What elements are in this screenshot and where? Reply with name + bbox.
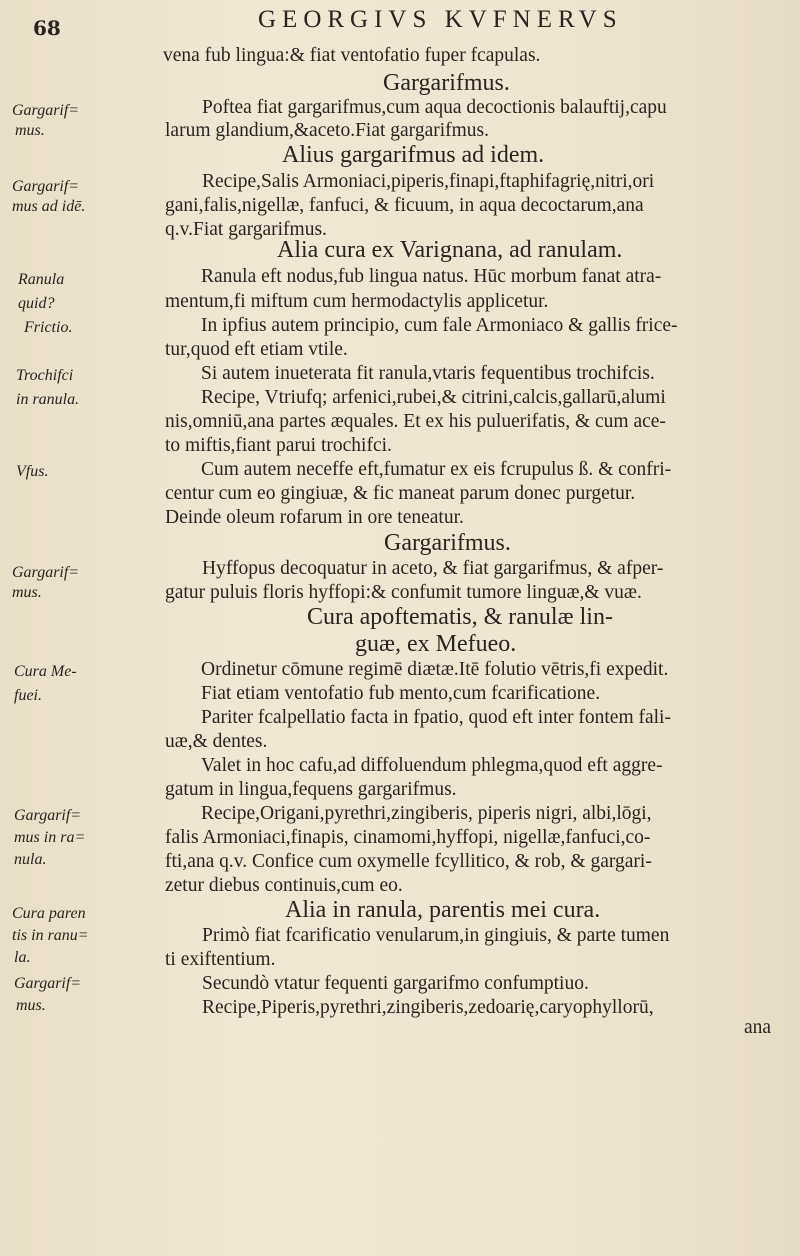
page-number: 68 (33, 16, 61, 40)
margin-note: in ranula. (16, 391, 80, 408)
catchword: ana (744, 1017, 772, 1038)
text-line: gani,falis,nigellæ, fanfuci, & ficuum, in aqua decoctarum,ana (165, 195, 644, 216)
margin-note: mus. (15, 122, 45, 139)
margin-note: mus in ra= (14, 829, 86, 846)
text-line: Recipe,Piperis,pyrethri,zingiberis,zedoarię,caryophyllorū, (202, 997, 654, 1018)
section-heading: guæ, ex Mefueo. (355, 631, 517, 657)
text-line: Valet in hoc cafu,ad diffoluendum phlegma,quod eft aggre- (201, 755, 663, 776)
text-line: tur,quod eft etiam vtile. (165, 339, 348, 360)
section-heading: Alia cura ex Varignana, ad ranulam. (277, 237, 623, 263)
section-heading: Gargarifmus. (384, 530, 511, 556)
margin-note: Ranula (18, 271, 65, 288)
margin-note: Cura Me- (14, 663, 77, 680)
text-line: Recipe, Vtriufq; arfenici,rubei,& citrini,calcis,gallarū,alumi (201, 387, 666, 408)
margin-note: Gargarif= (14, 807, 82, 824)
text-line: Secundò vtatur fequenti gargarifmo confumptiuo. (202, 973, 589, 994)
margin-note: Cura paren (12, 905, 86, 922)
text-line: Recipe,Origani,pyrethri,zingiberis, piperis nigri, albi,lōgi, (201, 803, 652, 824)
text-line: Ordinetur cōmune regimē diætæ.Itē folutio vētris,fi expedit. (201, 659, 669, 680)
margin-note: mus ad idē. (12, 198, 86, 215)
text-line: Primò fiat fcarificatio venularum,in gingiuis, & parte tumen (202, 925, 670, 946)
text-line: fti,ana q.v. Confice cum oxymelle fcyllitico, & rob, & gargari- (165, 851, 652, 872)
text-line: falis Armoniaci,finapis, cinamomi,hyffopi, nigellæ,fanfuci,co- (165, 827, 651, 848)
text-line: Si autem inueterata fit ranula,vtaris fequentibus trochifcis. (201, 363, 655, 384)
text-line: uæ,& dentes. (165, 731, 268, 752)
text-line: Recipe,Salis Armoniaci,piperis,finapi,ftaphifagrię,nitri,ori (202, 171, 655, 192)
text-line: zetur diebus continuis,cum eo. (165, 875, 403, 896)
margin-note: Trochifci (16, 367, 74, 384)
text-line: to miftis,fiant parui trochifci. (165, 435, 392, 456)
text-line: nis,omniū,ana partes æquales. Et ex his puluerifatis, & cum ace- (165, 411, 666, 432)
margin-note: mus. (12, 584, 42, 601)
margin-note: fuei. (14, 687, 42, 704)
text-line: Fiat etiam ventofatio fub mento,cum fcarificatione. (201, 683, 601, 704)
text-line: centur cum eo gingiuæ, & fic maneat parum donec purgetur. (165, 483, 636, 504)
text-line: Poftea fiat gargarifmus,cum aqua decoctionis balauftij,capu (202, 97, 667, 118)
section-heading: Alius gargarifmus ad idem. (282, 142, 545, 168)
text-line: Hyffopus decoquatur in aceto, & fiat gargarifmus, & afper- (202, 558, 664, 579)
text-line: Pariter fcalpellatio facta in fpatio, quod eft inter fontem fali- (201, 707, 671, 728)
margin-note: Frictio. (24, 319, 73, 336)
text-line: Deinde oleum rofarum in ore teneatur. (165, 507, 464, 528)
margin-note: Gargarif= (12, 178, 80, 195)
text-line: mentum,fi miftum cum hermodactylis applicetur. (165, 291, 549, 312)
margin-note: mus. (16, 997, 46, 1014)
section-heading: Cura apoftematis, & ranulæ lin- (307, 604, 613, 630)
text-line: vena fub lingua:& fiat ventofatio fuper fcapulas. (163, 45, 541, 66)
text-line: gatum in lingua,fequens gargarifmus. (165, 779, 457, 800)
section-heading: Gargarifmus. (383, 70, 510, 96)
margin-note: nula. (14, 851, 47, 868)
text-line: Cum autem neceffe eft,fumatur ex eis fcrupulus ß. & confri- (201, 459, 672, 480)
text-line: ti exiftentium. (165, 949, 276, 970)
running-head: GEORGIVS KVFNERVS (258, 6, 623, 33)
section-heading: Alia in ranula, parentis mei cura. (285, 897, 601, 923)
page-header (0, 6, 800, 42)
text-line: q.v.Fiat gargarifmus. (165, 219, 327, 240)
text-line: In ipfius autem principio, cum fale Armoniaco & gallis frice- (201, 315, 678, 336)
margin-note: Vfus. (16, 463, 49, 480)
margin-note: Gargarif= (12, 102, 80, 119)
text-line: gatur puluis floris hyffopi:& confumit tumore linguæ,& vuæ. (165, 582, 642, 603)
margin-note: Gargarif= (14, 975, 82, 992)
margin-note: la. (14, 949, 31, 966)
margin-note: tis in ranu= (12, 927, 89, 944)
text-line: larum glandium,&aceto.Fiat gargarifmus. (165, 120, 490, 141)
text-line: Ranula eft nodus,fub lingua natus. Hūc morbum fanat atra- (201, 266, 662, 287)
margin-note: Gargarif= (12, 564, 80, 581)
margin-note: quid? (18, 295, 55, 312)
